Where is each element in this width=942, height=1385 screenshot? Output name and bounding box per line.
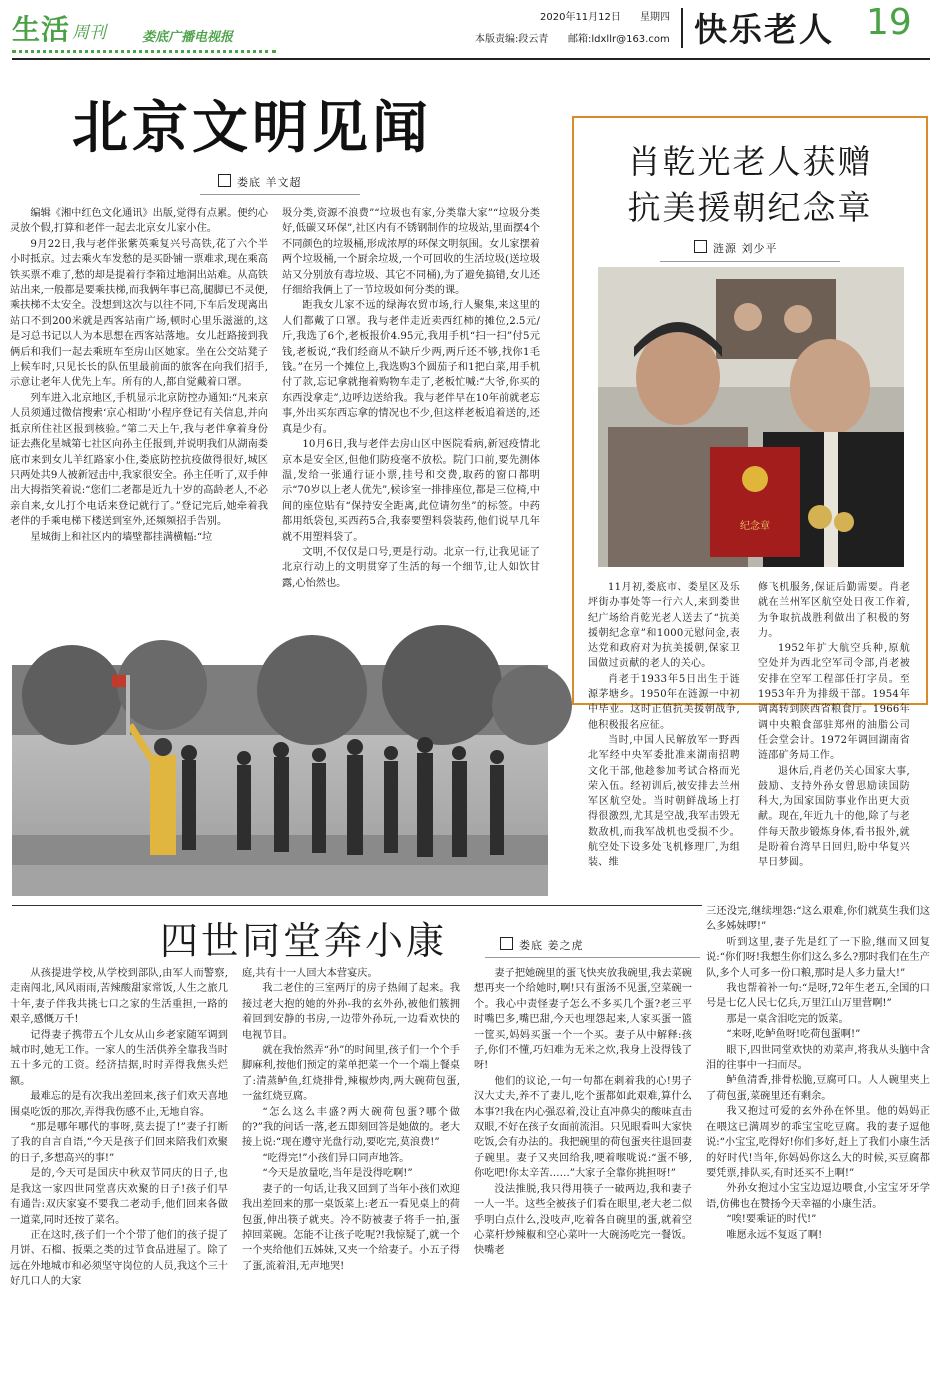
paragraph: 眼下,四世同堂欢快的劝菜声,将我从头脑中含泪的往事中一扫而尽。 (706, 1044, 930, 1072)
paragraph: 退休后,肖老仍关心国家大事,鼓励、支持外孙女曾思励读国防科大,为国家国防事业作出更大贡献。现在,年近九十的他,除了与老伴每天散步锻炼身体,看书报外,就是盼着台湾早日回归,盼中华复兴早日梦圆。 (758, 765, 910, 869)
paragraph: “今天是放量吃,当年是没得吃啊!” (262, 1168, 413, 1180)
paragraph: 10月6日,我与老伴去房山区中医院看病,新冠疫情北京本是安全区,但他们防疫毫不放松。院门口前,要先测体温,发给一张通行证小票,挂号和交费,取药的窗口都明示“70岁以上老人优先”,候诊室一排排座位,都是三位椅,中间的座位贴有“保持安全距离,此位请勿坐”的标签。中药都用纸袋包,买西药5合,我泰要塑料袋装药,他们说早几年就不用塑料袋了。 (282, 439, 540, 543)
certificate-label: 纪念章 (740, 521, 770, 532)
paragraph: 妻子的一句话,让我又回到了当年小孩们欢迎我出差回来的那一桌饭菜上:老五一看见桌上的荷包蛋,伸出筷子就夹。冷不防被妻子将手一拍,蛋掉回菜碗。怎能不让孩子吃呢?!我惊疑了,就一个一个夹给他们五姊妹,又夹一个给妻子。小五子得了蛋,流着泪,无声地哭! (242, 1183, 460, 1272)
paragraph: 三还没完,继续埋怨:“这么艰难,你们就莫生我们这么多姊妹啰!” (706, 906, 930, 933)
square-outline-icon (500, 937, 513, 950)
paragraph: 距我女儿家不远的绿海农贸市场,行人聚集,来这里的人们都戴了口罩。我与老伴走近卖西红柿的摊位,2.5元/斤,我选了6个,老板报价4.95元,我用手机“扫一扫”付5元钱,老板说,“我们经商从不缺斤少两,两斤还不够,找你1毛钱。”在另一个摊位上,我选购3个圆茄子和1把白菜,用手机付了款,忘记拿就拖着购物车走了,老板忙喊:“大爷,你买的东西没拿走”,边呼边送给我。我与老伴早在10年前就老忘事,外出买东西忘拿的情况也不少,但这样老板追着送的,还真是少有。 (282, 300, 540, 435)
street-photo-illustration (12, 665, 548, 896)
xiao-byline (694, 240, 778, 256)
paragraph: 从孩提进学校,从学校到部队,由军人而警察,走南闯北,风风雨雨,苦辣酸甜家常饭,人生之旅几十年,妻子伴我共挑七口之家的生活重担,一路的艰辛,感慨万千! (10, 968, 228, 1026)
paragraph: “怎么这么丰盛?两大碗荷包蛋?哪个做的?”我的问话一落,老五即刻回答是她做的。老大接上说:“现在遵守光盘行动,要吃完,莫浪费!” (242, 1106, 460, 1149)
byline-text: 涟源 刘少平 (713, 242, 778, 255)
family-byline (500, 937, 584, 953)
paragraph: 9月22日,我与老伴张紫英乘复兴号高铁,花了六个半小时抵京。过去乘火车发愁的是买卧铺一票难求,现在乘高铁买票不难了,愁的却是提着行李箱过地洞出站难。从高铁站出来,一般都是要乘扶梯,而我俩年事已高,腿脚已不灵便,乘扶梯不太安全。没想到这次与以往不同,下车后发现离出站口不到200米就是西客站南广场,顿时心里乐滋滋的,这是习总书记以人为本思想在西客站落地。女儿赶路接到我俩后和我们一起去乘班车至房山区她家。坐在公交站凳子上候车时,只见长长的队伍里最前面的旅客在向我们招手,示意让老年人优先上车。所有的人,都自觉戴着口罩。 (10, 238, 268, 389)
paragraph: “唉!要乘证的时代!” (726, 1214, 817, 1226)
xiao-title-line-1: 肖乾光老人获赠 (627, 142, 873, 181)
paragraph: “那是哪年哪代的事呀,莫去提了!”妻子打断了我的自言自语,“今天是孩子们回来陪我们欢聚的日子,多想高兴的事!” (10, 1122, 228, 1164)
paragraph: 星城街上和社区内的墙壁都挂满横幅:“垃 (30, 531, 213, 543)
page-number: 19 (866, 2, 912, 43)
byline-rule (200, 194, 360, 195)
masthead-divider (681, 8, 683, 48)
paragraph: 我二老住的三室两厅的房子热闹了起来。我接过老大抱的她的外孙-我的玄外孙,被他们簇拥着回到安静的书房,一边带外孙玩,一边看欢快的电视节目。 (242, 983, 460, 1041)
paragraph: 没法推脱,我只得用筷子一破两边,我和妻子一人一半。这些全被孩子们看在眼里,老大老二似乎明白点什么,没吱声,吃着各自碗里的蛋,就着空心菜杆炒辣椒和空心菜叶一大碗汤吃完一餐饭。快嘴老 (474, 1183, 692, 1257)
section-divider (12, 905, 702, 906)
xiao-photo-illustration (598, 267, 904, 567)
issue-weekday: 星期四 (640, 12, 670, 23)
paragraph: 当时,中国人民解放军一野西北军经中央军委批准来湖南招聘文化干部,他趁参加考试合格而光荣入伍。经初训后,被安排去兰州军区航空处。当时朝鲜战场上打得很激烈,尤其是空战,我军击毁无数敌机,而我军战机也受损不少。航空处下设多处飞机修理厂,为组装、维 (588, 734, 740, 869)
paragraph: 庭,共有十一人回大本营宴庆。 (242, 968, 378, 979)
paragraph: 鲈鱼清香,排骨松脆,豆腐可口。人人碗里夹上了荷包蛋,菜碗里还有剩余。 (706, 1075, 930, 1102)
street-photo (12, 665, 548, 896)
brand-title: 生活 (12, 13, 71, 46)
paragraph: 听到这里,妻子先是红了一下脸,继而又回复说:“你们呀!我想生你们这么多么?那时我们在生产队,多个人可多一份口粮,那时是人多力量大!” (706, 936, 930, 979)
brand-suffix: 周刊 (72, 23, 106, 43)
station-name: 娄底广播电视报 (142, 30, 234, 45)
paragraph: 肖老于1933年5日出生于涟源茅塘乡。1950年在涟源一中初中毕业。这时正值抗美援朝战争,他积极报名应征。 (588, 673, 740, 731)
editor-email: 邮箱:ldxllr@163.com (568, 34, 670, 45)
xiao-byline-rule (660, 261, 840, 262)
family-col-3 (474, 966, 692, 1376)
paragraph: 唯愿永远不复返了啊! (726, 1229, 823, 1241)
paragraph: 编辑《湘中红色文化通讯》出版,觉得有点累。便约心灵放个假,打算和老伴一起去北京女儿家小住。 (10, 208, 268, 235)
masthead (0, 0, 942, 58)
paragraph: 我也帮着补一句:“是呀,72年生老五,全国的口号是七亿人民七亿兵,万里江山万里营啊!” (706, 983, 930, 1010)
family-col-1 (10, 966, 228, 1376)
family-byline-rule (485, 957, 700, 958)
paragraph: 是的,今天可是国庆中秋双节同庆的日子,也是我这一家四世同堂喜庆欢聚的日子!孩子们早有通告:双庆家宴不要我二老动手,他们回来各做一道菜,同时还按了菜名。 (10, 1168, 228, 1226)
paragraph: 我又抱过可爱的玄外孙在怀里。他的妈妈正在喂这已满周岁的乖宝宝吃豆腐。我的妻子逗他说:“小宝宝,吃得好!你们多好,赶上了我们小康生活的好时代!当年,你妈妈你这么大的时候,买豆腐都要凭票,排队买,有时还买不上啊!” (706, 1106, 930, 1179)
article-title: 北京文明见闻 (72, 96, 432, 161)
family-col-4 (706, 904, 930, 1376)
paragraph: 外孙女抱过小宝宝边逗边喂食,小宝宝牙牙学语,仿佛也在赞扬今天幸福的小康生活。 (706, 1183, 930, 1210)
article-col-2 (282, 206, 540, 658)
xiao-col-2 (758, 580, 910, 869)
paragraph: 妻子把她碗里的蛋飞快夹放我碗里,我去菜碗想再夹一个给她时,啊!只有蛋汤不见蛋,空菜碗一个。我心中责怪妻子怎么不多买几个蛋?老三平时嘴巴多,嘴巴甜,今天也埋怨起来,人家买蛋一篮一筐买,妈妈买蛋一个一个买。妻子从中解释:孩子,你们不懂,巧妇难为无米之炊,我身上没得钱了呀! (474, 968, 692, 1072)
paragraph: 文明,不仅仅是口号,更是行动。北京一行,让我见证了北京行动上的文明贯穿了生活的每一个细节,让人如饮甘露,心怡然也。 (282, 546, 540, 589)
paragraph: 列车进入北京地区,手机显示北京防控办通知:“凡来京人员须通过微信搜索‘京心相助’小程序登记有关信息,并向抵京所住社区报到核验。”第二天上午,我与老伴拿着身份证去燕化星城第七社区向孙主任报到,并说明我们从湖南娄底市来到女儿羊红路家小住,娄底防控抗疫做得很好,城区只两处共9人被新冠击中,我家很安全。孙主任听了,双手伸出大拇指笑着说:“您们二老都是近九十岁的高龄老人,不必亲自来,女儿打个电话来登记就行了。”登记完后,她牵着我老伴的手乘电梯下楼送到室外,还频频招手告别。 (10, 392, 268, 528)
paragraph: 他们的议论,一句一句都在刺着我的心!男子汉大丈夫,养不了妻儿,吃个蛋都如此艰难,算什么本事?!我在内心强忍着,没让直冲鼻尖的酸味直击双眼,不好在孩子女面前流泪。只见眼看叫大家快吃饭,会有办法的。我把碗里的荷包蛋夹往退回妻子碗里。妻子又夹回给我,哽着喉咙说:“蛋不够,你吃吧!你太辛苦……”大家子全靠你挑担呀!” (474, 1075, 692, 1180)
square-outline-icon (218, 174, 231, 187)
paragraph: 就在我怡然弄“孙”的时间里,孩子们一个个手脚麻利,按他们预定的菜单把菜一个一个端上餐桌了:清蒸鲈鱼,红烧排骨,辣椒炒肉,两大碗荷包蛋,一盆红烧豆腐。 (242, 1045, 460, 1103)
xiao-title-line-2: 抗美援朝纪念章 (627, 188, 873, 227)
paragraph: 圾分类,资源不浪费”“垃圾也有家,分类靠大家”“垃圾分类好,低碳又环保”,社区内有不锈钢制作的垃圾站,里面摆4个不同颜色的垃圾桶,形成浓厚的环保文明氛围。女儿家摆着两个垃圾桶,一个厨余垃圾,一个可回收的生活垃圾(送垃圾站又分别放有毒垃圾、其它不同桶),为了避免搞错,女儿还仔细给我俩上了一节垃圾如何分类的课。 (282, 208, 540, 297)
byline-text: 娄底 姜之虎 (519, 939, 584, 952)
xiao-col-1 (588, 580, 740, 869)
paragraph: 1952年扩大航空兵种,原航空处并为西北空军司令部,肖老被安排在空军工程部任打字员。至1953年升为排级干部。1954年调离转到陕西省粮食厅。1966年调中央粮食部驻郑州的油脂公司任会堂会计。1972年调回湖南省涟邵矿务局工作。 (758, 643, 910, 762)
editor-credit: 本版责编:段云青 (475, 34, 549, 45)
square-outline-icon (694, 240, 707, 253)
paragraph: 11月初,娄底市、娄星区及乐坪街办事处等一行六人,来到娄世纪广场给肖乾光老人送去了“抗美援朝纪念章”和1000元慰问金,表达党和政府对为抗美援朝,保家卫国做过贡献的老人的关心。 (588, 582, 740, 670)
paragraph: 正在这时,孩子们一个个带了他们的孩子提了月饼、石榴、扳栗之类的过节食品进屋了。除了远在外地城市和必须坚守岗位的人员,我这个三十好几口人的大家 (10, 1229, 228, 1288)
article-col-1 (10, 206, 268, 658)
xiao-photo (598, 267, 904, 567)
paragraph: “来呀,吃鲈鱼呀!吃荷包蛋啊!” (726, 1029, 861, 1041)
masthead-dotline (12, 50, 276, 53)
masthead-rule (12, 58, 930, 60)
issue-date: 2020年11月12日 (540, 12, 621, 23)
family-title: 四世同堂奔小康 (160, 919, 448, 963)
paragraph: “吃得完!”小孩们异口同声地答。 (262, 1152, 410, 1164)
paragraph: 最难忘的是有次我出差回来,孩子们欢天喜地围桌吃饭的那次,弄得我伤感不止,无地自容。 (10, 1091, 228, 1118)
byline-text: 娄底 羊文超 (237, 176, 302, 189)
article-byline (218, 174, 302, 190)
paragraph: 那是一桌含泪吃完的饭菜。 (726, 1013, 849, 1025)
family-col-2 (242, 966, 460, 1376)
section-title: 快乐老人 (694, 10, 834, 49)
paragraph: 修飞机服务,保证后勤需要。肖老就在兰州军区航空处日夜工作着,为争取抗战胜利做出了积极的努力。 (758, 582, 910, 639)
paragraph: 记得妻子携带五个儿女从山乡老家随军调到城市时,她无工作。一家人的生活供养全靠我当时五十多元的工资。经济拮据,时时弄得我焦头烂额。 (10, 1029, 228, 1087)
